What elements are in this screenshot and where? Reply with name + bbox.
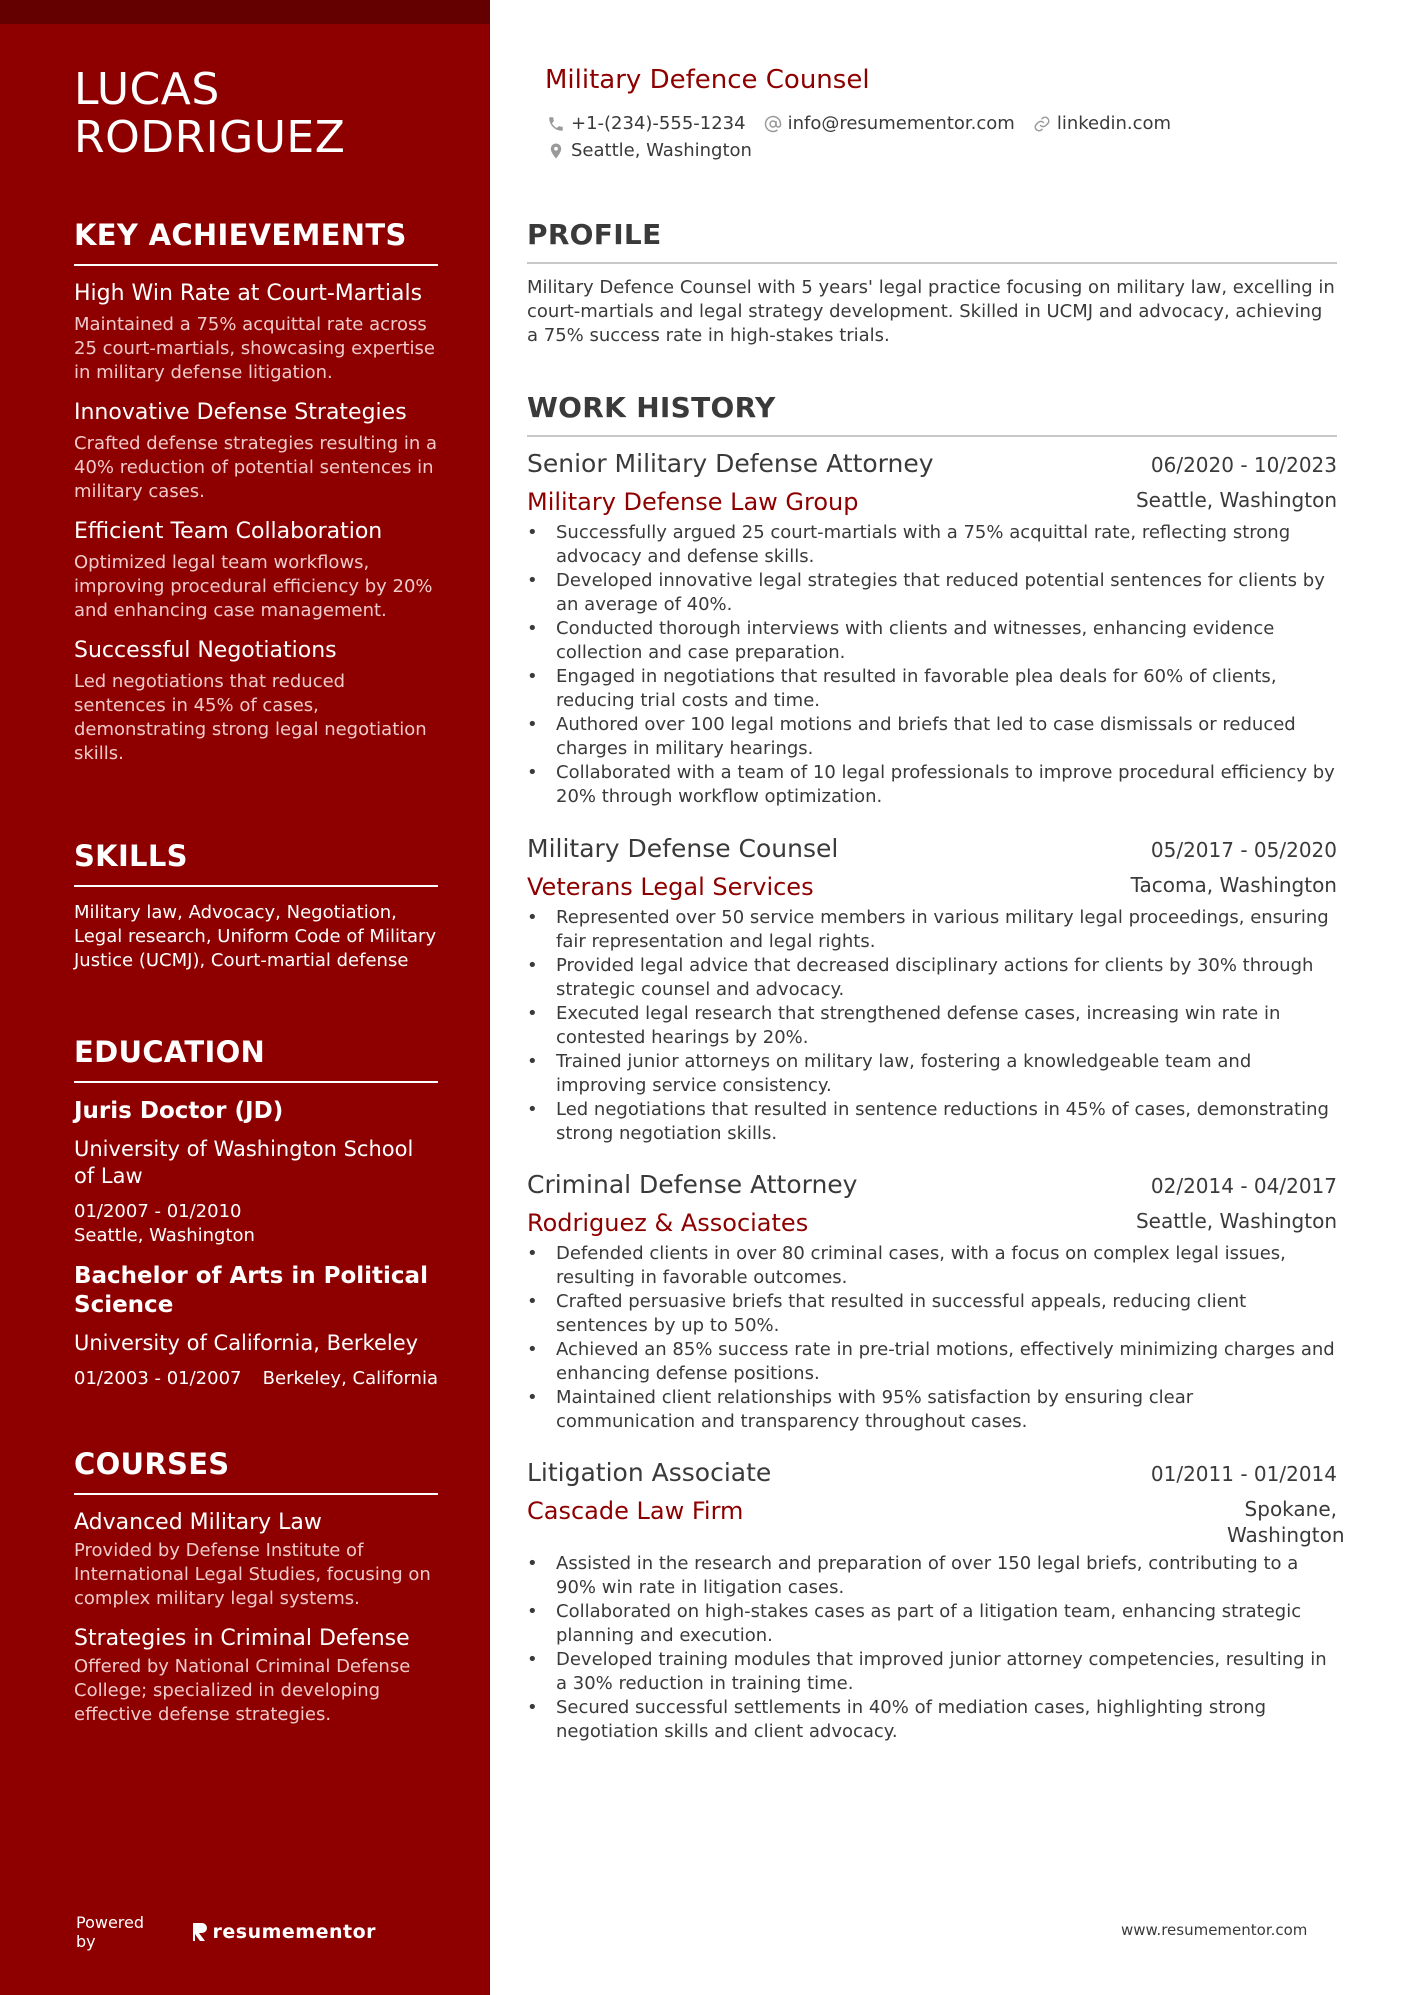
job-bullets: [527, 906, 1337, 1146]
achievement-description: Optimized legal team workflows, improving procedural efficiency by 20% and enhancing case management.: [74, 552, 433, 621]
contact-row-2: [547, 140, 770, 161]
education-school: University of California, Berkeley: [74, 1331, 419, 1355]
location-text: Seattle, Washington: [571, 140, 752, 161]
achievement-item: [74, 399, 438, 504]
education-school: University of Washington School of Law: [74, 1137, 414, 1188]
job-bullets: [527, 521, 1337, 809]
achievement-item: [74, 518, 438, 623]
job-bullet: • Secured successful settlements in 40% of mediation cases, highlighting strong negotiation skills and client advocacy.: [527, 1696, 1337, 1744]
skills-section: [74, 839, 438, 973]
job-bullet: • Provided legal advice that decreased disciplinary actions for clients by 30% through strategic counsel and advocacy.: [527, 954, 1337, 1002]
work-history-section: [527, 391, 1337, 437]
linkedin-url: linkedin.com: [1056, 113, 1172, 134]
job-dates: 01/2011 - 01/2014: [1150, 1462, 1337, 1486]
education-location: Seattle, Washington: [74, 1225, 255, 1246]
job-location: Seattle, Washington: [1135, 1209, 1337, 1233]
course-description: Provided by Defense Institute of International Legal Studies, focusing on complex military legal systems.: [74, 1540, 431, 1609]
courses-heading: COURSES: [74, 1447, 438, 1495]
resumementor-logo[interactable]: [191, 1921, 377, 1943]
achievement-item: [74, 280, 438, 385]
link-icon: [1033, 115, 1051, 133]
job-company: Military Defense Law Group: [527, 488, 859, 516]
education-dates: 01/2007 - 01/2010: [74, 1201, 242, 1222]
job-entry: [527, 833, 1337, 1146]
job-role: Litigation Associate: [527, 1458, 772, 1487]
resumementor-brand: resumementor: [212, 1921, 376, 1943]
achievement-title: Efficient Team Collaboration: [74, 519, 383, 544]
job-bullet: • Represented over 50 service members in various military legal proceedings, ensuring fair representation and legal rights.: [527, 906, 1337, 954]
powered-by: [76, 1913, 376, 1951]
education-section: [74, 1035, 438, 1391]
achievement-description: Maintained a 75% acquittal rate across 25 court-martials, showcasing expertise in military defense litigation.: [74, 314, 435, 383]
job-company: Cascade Law Firm: [527, 1497, 744, 1525]
job-dates: 02/2014 - 04/2017: [1150, 1174, 1337, 1198]
job-dates: 06/2020 - 10/2023: [1150, 453, 1337, 477]
job-bullet: • Crafted persuasive briefs that resulted in successful appeals, reducing client sentences by up to 50%.: [527, 1290, 1337, 1338]
job-location: Spokane, Washington: [1227, 1497, 1345, 1547]
achievement-title: High Win Rate at Court-Martials: [74, 281, 423, 306]
course-description: Offered by National Criminal Defense College; specialized in developing effective defense strategies.: [74, 1656, 411, 1725]
job-role: Senior Military Defense Attorney: [527, 449, 934, 478]
job-role: Military Defense Counsel: [527, 834, 839, 863]
achievement-title: Innovative Defense Strategies: [74, 400, 407, 425]
job-bullet: • Trained junior attorneys on military law, fostering a knowledgeable team and improving service consistency.: [527, 1050, 1337, 1098]
education-meta: [74, 1367, 438, 1391]
skills-heading: SKILLS: [74, 839, 438, 887]
email-address: info@resumementor.com: [787, 113, 1015, 134]
candidate-name: LUCAS RODRIGUEZ: [74, 64, 346, 163]
resumementor-logo-icon: [191, 1921, 209, 1943]
job-bullet: • Authored over 100 legal motions and briefs that led to case dismissals or reduced charges in military hearings.: [527, 713, 1337, 761]
key-achievements-heading: KEY ACHIEVEMENTS: [74, 218, 438, 266]
powered-by-label: Powered by: [76, 1913, 145, 1951]
achievement-title: Successful Negotiations: [74, 638, 337, 663]
contact-linkedin[interactable]: [1033, 113, 1171, 134]
work-history-heading: WORK HISTORY: [527, 391, 1337, 437]
job-bullet: • Assisted in the research and preparation of over 150 legal briefs, contributing to a 90% win rate in litigation cases.: [527, 1552, 1337, 1600]
sidebar: [0, 0, 490, 1995]
achievement-description: Crafted defense strategies resulting in a 40% reduction of potential sentences in military cases.: [74, 433, 438, 502]
contact-row: [547, 113, 1189, 134]
job-bullet: • Developed innovative legal strategies that reduced potential sentences for clients by an average of 40%.: [527, 569, 1337, 617]
profile-section: [527, 218, 1337, 348]
job-bullet: • Conducted thorough interviews with clients and witnesses, enhancing evidence collection and case preparation.: [527, 617, 1337, 665]
job-bullet: • Collaborated on high-stakes cases as part of a litigation team, enhancing strategic planning and execution.: [527, 1600, 1337, 1648]
job-bullets: [527, 1552, 1337, 1744]
job-company: Veterans Legal Services: [527, 873, 814, 901]
education-degree: Bachelor of Arts in Political Science: [74, 1263, 428, 1318]
job-bullet: • Engaged in negotiations that resulted in favorable plea deals for 60% of clients, reducing trial costs and time.: [527, 665, 1337, 713]
course-item: [74, 1625, 438, 1727]
job-bullets: [527, 1242, 1337, 1434]
education-degree: Juris Doctor (JD): [74, 1098, 284, 1124]
course-title: Strategies in Criminal Defense: [74, 1626, 410, 1651]
at-sign-icon: [764, 115, 782, 133]
job-bullet: • Achieved an 85% success rate in pre-trial motions, effectively minimizing charges and enhancing defense positions.: [527, 1338, 1337, 1386]
job-entry: [527, 448, 1337, 809]
course-item: [74, 1509, 438, 1611]
job-company: Rodriguez & Associates: [527, 1209, 809, 1237]
achievement-description: Led negotiations that reduced sentences in 45% of cases, demonstrating strong legal negotiation skills.: [74, 671, 427, 764]
education-dates: 01/2003 - 01/2007: [74, 1368, 242, 1389]
education-item: [74, 1097, 438, 1248]
main-content: [490, 0, 1410, 1995]
job-bullet: • Developed training modules that improved junior attorney competencies, resulting in a 30% reduction in training time.: [527, 1648, 1337, 1696]
key-achievements-section: [74, 218, 438, 766]
job-location: Tacoma, Washington: [1130, 873, 1337, 897]
education-heading: EDUCATION: [74, 1035, 438, 1083]
job-bullet: • Defended clients in over 80 criminal cases, with a focus on complex legal issues, resulting in favorable outcomes.: [527, 1242, 1337, 1290]
job-role: Criminal Defense Attorney: [527, 1170, 858, 1199]
job-bullet: • Led negotiations that resulted in sentence reductions in 45% of cases, demonstrating strong negotiation skills.: [527, 1098, 1337, 1146]
job-dates: 05/2017 - 05/2020: [1150, 838, 1337, 862]
contact-email[interactable]: [764, 113, 1015, 134]
phone-number: +1-(234)-555-1234: [571, 113, 746, 134]
course-title: Advanced Military Law: [74, 1510, 322, 1535]
job-bullet: • Maintained client relationships with 95% satisfaction by ensuring clear communication and transparency throughout cases.: [527, 1386, 1337, 1434]
job-entry: [527, 1169, 1337, 1434]
job-location: Seattle, Washington: [1135, 488, 1337, 512]
skills-list: Military law, Advocacy, Negotiation, Legal research, Uniform Code of Military Justice (UCMJ), Court-martial defense: [74, 902, 437, 971]
profile-heading: PROFILE: [527, 218, 1337, 264]
sidebar-top-bar: [0, 0, 490, 24]
location-pin-icon: [547, 142, 565, 160]
contact-phone[interactable]: [547, 113, 746, 134]
contact-location: [547, 140, 752, 161]
job-bullet: • Successfully argued 25 court-martials with a 75% acquittal rate, reflecting strong advocacy and defense skills.: [527, 521, 1337, 569]
job-bullet: • Collaborated with a team of 10 legal professionals to improve procedural efficiency by 20% through workflow optimization.: [527, 761, 1337, 809]
job-bullet: • Executed legal research that strengthened defense cases, increasing win rate in contested hearings by 20%.: [527, 1002, 1337, 1050]
profile-summary: Military Defence Counsel with 5 years' legal practice focusing on military law, excelling in court-martials and legal strategy development. Skilled in UCMJ and advocacy, achieving a 75% success rate in high-stakes trials.: [527, 277, 1335, 346]
education-item: [74, 1262, 438, 1391]
achievement-item: [74, 637, 438, 766]
job-entry: [527, 1457, 1345, 1744]
footer-url[interactable]: www.resumementor.com: [1121, 1921, 1308, 1939]
education-location: Berkeley, California: [262, 1368, 438, 1389]
courses-section: [74, 1447, 438, 1727]
target-job-title: Military Defence Counsel: [545, 65, 870, 95]
phone-icon: [547, 115, 565, 133]
